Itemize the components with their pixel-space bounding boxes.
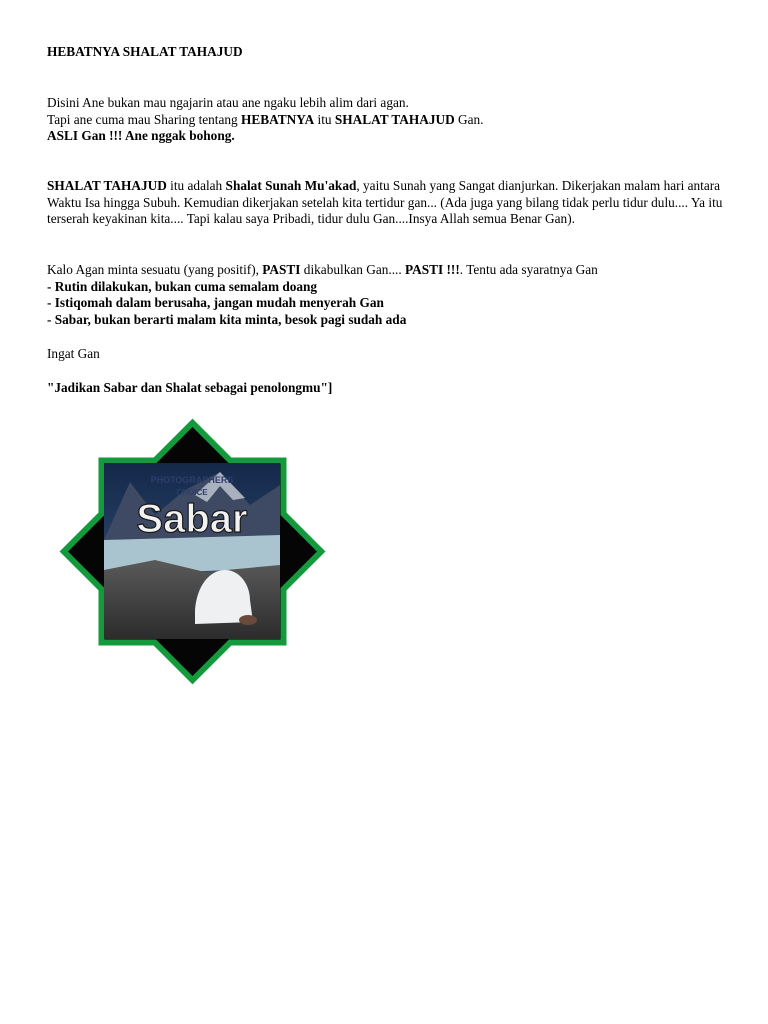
intro-text: itu	[314, 111, 335, 127]
list-item	[47, 312, 727, 329]
intro-text: Tapi ane cuma mau Sharing tentang	[47, 111, 242, 127]
list-item-text: - Sabar, bukan berarti malam kita minta, besok pagi sudah ada	[47, 311, 407, 327]
reminder-line: Ingat Gan	[47, 346, 100, 361]
photo-frame	[104, 463, 280, 639]
figure-head	[239, 615, 257, 625]
list-item-text: - Istiqomah dalam berusaha, jangan mudah menyerah Gan	[47, 295, 384, 310]
intro-bold-hebatnya: HEBATNYA	[241, 111, 315, 127]
def-bold-shalat-tahajud: SHALAT TAHAJUD	[47, 178, 167, 193]
list-item	[47, 279, 727, 296]
document-title: HEBATNYA SHALAT TAHAJUD	[47, 44, 243, 59]
kalo-text: . Tentu ada syaratnya Gan	[459, 262, 598, 277]
def-text: , yaitu Sunah yang Sangat dianjurkan. Dikerjakan malam hari antara Waktu Isa hingga Subuh. Kemudian dikerjakan setelah kita tertidur gan... (Ada juga yang bilang tidak perlu tidur dulu.... Ya itu terserah keyakinan kita.... Tapi kalau saya Pribadi, tidur dulu Gan....Insya Allah semua Benar Gan).	[47, 178, 723, 226]
kalo-text: Kalo Agan minta sesuatu (yang positif),	[47, 262, 263, 277]
requirements-paragraph	[47, 262, 727, 328]
list-item-text: - Rutin dilakukan, bukan cuma semalam doang	[47, 278, 318, 294]
photo-caption-small-1: PHOTOGRAPHERS	[150, 475, 234, 485]
photo-caption-small-2: CHOICE	[176, 488, 208, 497]
kalo-text: dikabulkan Gan....	[300, 262, 405, 277]
intro-line-3	[47, 128, 727, 145]
def-bold-sunah-muakad: Shalat Sunah Mu'akad	[225, 178, 357, 193]
intro-text: Gan.	[454, 111, 484, 127]
intro-bold-asli: ASLI Gan !!! Ane nggak bohong.	[47, 128, 235, 143]
intro-paragraph	[47, 95, 727, 145]
definition-paragraph	[47, 178, 727, 228]
intro-line-2	[47, 112, 727, 129]
quote-line: "Jadikan Sabar dan Shalat sebagai penolongmu"]	[47, 380, 333, 395]
kalo-bold-pasti: PASTI	[262, 262, 301, 277]
rocky-ground	[104, 560, 280, 639]
sabar-star-image	[45, 410, 340, 695]
kalo-bold-pasti-exclaim: PASTI !!!	[405, 262, 460, 277]
intro-line-1: Disini Ane bukan mau ngajarin atau ane ngaku lebih alim dari agan.	[47, 95, 409, 110]
kalo-line	[47, 262, 727, 279]
def-text: itu adalah	[166, 178, 226, 193]
list-item	[47, 295, 727, 312]
intro-bold-shalat-tahajud: SHALAT TAHAJUD	[334, 111, 455, 127]
sabar-word: Sabar	[136, 497, 248, 541]
